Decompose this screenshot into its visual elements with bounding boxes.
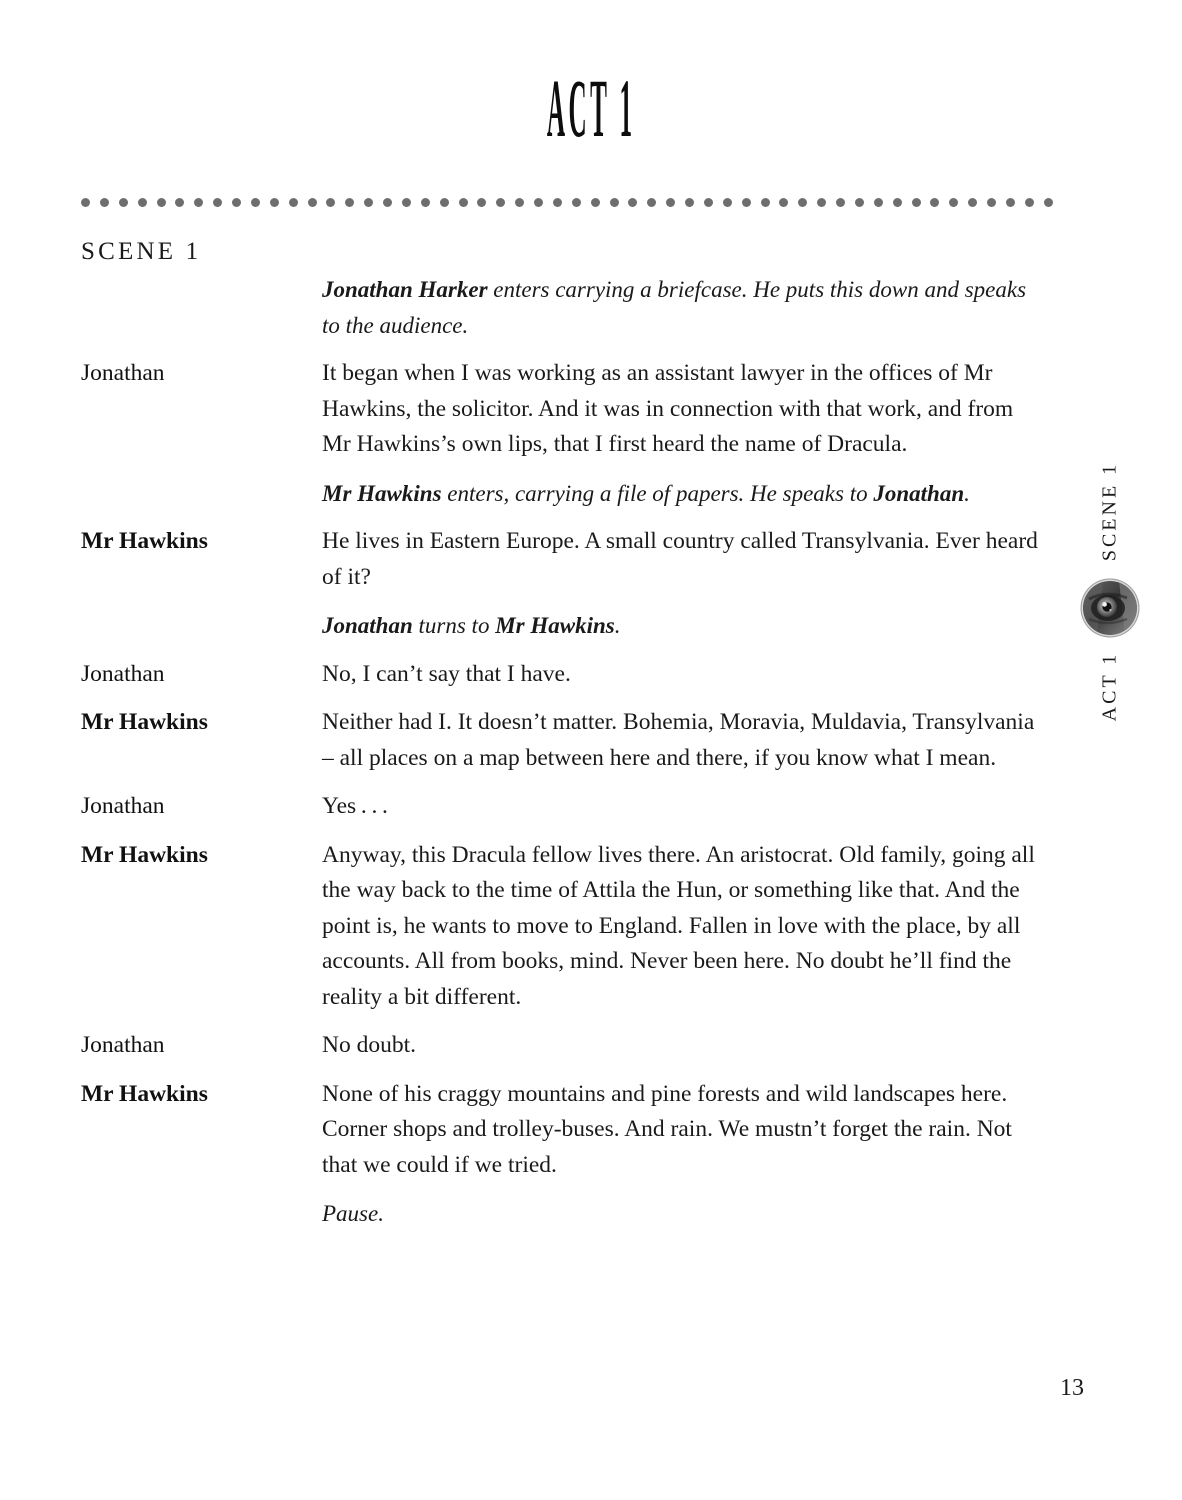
divider-dot	[251, 198, 260, 207]
divider-dot	[761, 198, 770, 207]
stage-direction-row	[81, 1196, 1041, 1232]
dialogue-row	[81, 838, 1041, 1016]
stage-direction-row	[81, 476, 1041, 512]
running-head-act: ACT 1	[1098, 651, 1121, 722]
divider-dot	[100, 198, 109, 207]
divider-dot	[440, 198, 449, 207]
dialogue-row	[81, 705, 1041, 776]
stage-direction-row	[81, 608, 1041, 644]
divider-dot	[326, 198, 335, 207]
divider-dot	[402, 198, 411, 207]
divider-dot	[477, 198, 486, 207]
character-name-inline: Mr Hawkins	[495, 613, 615, 638]
divider-dot	[723, 198, 732, 207]
divider-dot	[798, 198, 807, 207]
divider-dot	[836, 198, 845, 207]
divider-dot	[1025, 198, 1034, 207]
act-title-container	[0, 63, 1182, 155]
speaker-name: Jonathan	[81, 660, 165, 687]
divider-dot	[119, 198, 128, 207]
speaker-name: Mr Hawkins	[81, 528, 208, 554]
stage-direction-block	[322, 272, 1041, 343]
divider-dot	[647, 198, 656, 207]
speaker-name: Mr Hawkins	[81, 841, 208, 868]
character-name-inline: Jonathan	[322, 613, 413, 638]
divider-dot	[874, 198, 883, 207]
divider-dot	[515, 198, 524, 207]
divider-dot	[1044, 198, 1053, 207]
divider-dot	[628, 198, 637, 207]
stage-direction-row	[81, 272, 1041, 343]
direction-fragment: .	[964, 480, 970, 506]
direction-fragment: .	[614, 613, 621, 638]
divider-dot	[704, 198, 713, 207]
speaker-name: Jonathan	[81, 360, 165, 386]
divider-dot	[194, 198, 203, 207]
divider-dot	[610, 198, 619, 207]
scene-heading: SCENE 1	[81, 238, 202, 265]
dialogue-row	[81, 1028, 1041, 1064]
divider-dot	[289, 198, 298, 207]
divider-dot	[496, 198, 505, 207]
divider-dot	[364, 198, 373, 207]
dialogue-text: None of his craggy mountains and pine forests and wild landscapes here. Corner shops and trolley-buses. And rain. We mustn’t forget the rain. Not that we could if we tried.	[322, 1080, 1012, 1178]
divider-dot	[232, 198, 241, 207]
dialogue-text: Anyway, this Dracula fellow lives there. An aristocrat. Old family, going all the way back to the time of Attila the Hun, or something like that. And the point is, he wants to move to England. Fallen in love with the place, by all accounts. All from books, mind. Never been here. No doubt he’ll find the reality a bit different.	[322, 841, 1035, 1010]
speaker-name: Jonathan	[81, 1032, 165, 1058]
stage-direction-block	[322, 476, 1041, 512]
character-name-inline: Jonathan	[873, 480, 965, 506]
dialogue-row	[81, 1077, 1041, 1184]
stage-direction-text	[322, 608, 1038, 644]
stage-direction-text	[322, 476, 1038, 512]
divider-dot	[572, 198, 581, 207]
dialogue-row	[81, 789, 1041, 825]
dialogue-text: It began when I was working as an assistant lawyer in the offices of Mr Hawkins, the solicitor. And it was in connection with that work, and from Mr Hawkins’s own lips, that I first heard the name of Dracula.	[322, 360, 1014, 457]
page-number: 13	[1060, 1375, 1084, 1401]
character-name-inline: Jonathan Harker	[322, 277, 488, 302]
divider-dot	[968, 198, 977, 207]
stage-direction-text	[322, 1196, 1038, 1232]
direction-fragment: turns to	[412, 613, 496, 638]
divider-dot	[949, 198, 958, 207]
divider-dot	[666, 198, 675, 207]
divider-dot	[138, 198, 147, 207]
dialogue-row	[81, 657, 1041, 693]
dialogue-text: He lives in Eastern Europe. A small country called Transylvania. Ever heard of it?	[322, 528, 1038, 590]
divider-dot	[912, 198, 921, 207]
speaker-name: Mr Hawkins	[81, 1080, 208, 1107]
divider-dot	[270, 198, 279, 207]
divider-dot	[779, 198, 788, 207]
stage-direction-block	[322, 608, 1041, 644]
running-head-scene: SCENE 1	[1098, 461, 1121, 562]
dialogue-text: No, I can’t say that I have.	[322, 660, 571, 687]
divider-dot	[157, 198, 166, 207]
divider-dot	[1006, 198, 1015, 207]
dialogue-row	[81, 524, 1041, 595]
dialogue-text: Yes . . .	[322, 793, 388, 819]
direction-fragment: Pause.	[322, 1201, 384, 1226]
divider-dot	[685, 198, 694, 207]
script-body	[81, 272, 1041, 1245]
divider-dot	[742, 198, 751, 207]
divider-dot	[987, 198, 996, 207]
divider-dot	[308, 198, 317, 207]
speaker-name: Mr Hawkins	[81, 709, 208, 735]
divider-dot	[930, 198, 939, 207]
divider-dot	[591, 198, 600, 207]
speaker-name: Jonathan	[81, 793, 165, 819]
divider-dot	[893, 198, 902, 207]
dialogue-row	[81, 356, 1041, 463]
direction-fragment: enters carrying a briefcase. He puts this down and speaks to the audience.	[322, 277, 1027, 338]
divider-dot	[81, 198, 90, 207]
dialogue-text: Neither had I. It doesn’t matter. Bohemia, Moravia, Muldavia, Transylvania – all places on a map between here and there, if you know what I mean.	[322, 709, 1035, 771]
dialogue-text: No doubt.	[322, 1032, 416, 1058]
divider-dot	[855, 198, 864, 207]
divider-dot	[817, 198, 826, 207]
divider-dot	[421, 198, 430, 207]
divider-dot	[345, 198, 354, 207]
divider-dot	[459, 198, 468, 207]
stage-direction-text	[322, 272, 1038, 343]
divider-dot	[175, 198, 184, 207]
dotted-divider	[81, 196, 1053, 208]
divider-dot	[534, 198, 543, 207]
divider-dot	[383, 198, 392, 207]
act-title: ACT 1	[546, 63, 636, 155]
divider-dot	[553, 198, 562, 207]
stage-direction-block	[322, 1196, 1041, 1232]
divider-dot	[213, 198, 222, 207]
direction-fragment: enters, carrying a file of papers. He speaks to	[441, 480, 874, 506]
character-name-inline: Mr Hawkins	[322, 480, 442, 506]
